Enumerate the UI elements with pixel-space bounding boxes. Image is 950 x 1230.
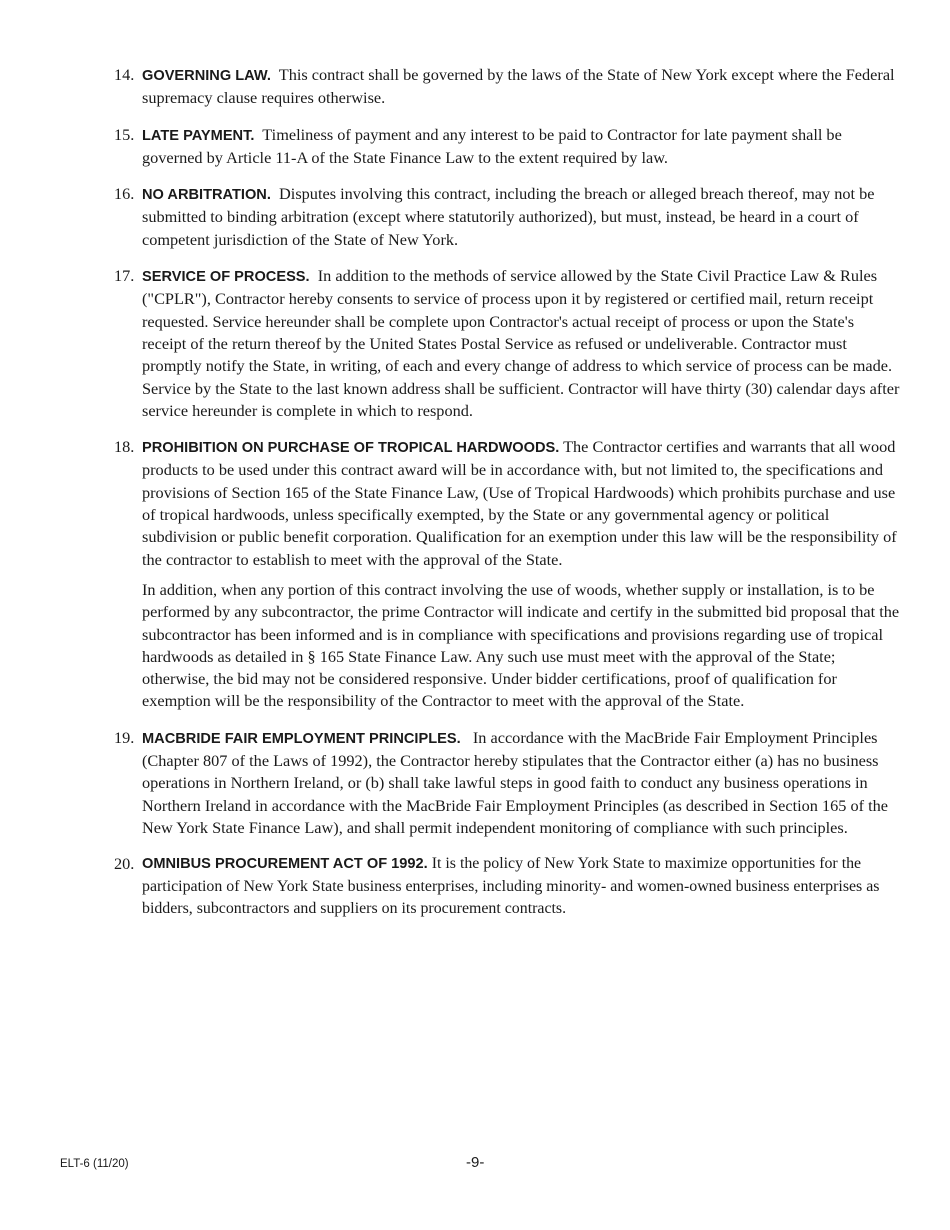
clause-heading: SERVICE OF PROCESS. bbox=[142, 269, 310, 286]
clause-text: Disputes involving this contract, including the breach or alleged breach thereof, may not be submitted to binding arbitration (except where statutorily authorized), but must, instead, be heard in a court of competent jurisdiction of the State of New York. bbox=[142, 184, 875, 249]
page-number: -9- bbox=[466, 1154, 485, 1171]
clause-tropical-hardwoods bbox=[110, 436, 900, 713]
clause-late-payment bbox=[110, 124, 900, 170]
clause-paragraph bbox=[142, 727, 900, 839]
clause-number: 18. bbox=[114, 437, 135, 457]
clause-heading: PROHIBITION ON PURCHASE OF TROPICAL HARDWOODS. bbox=[142, 440, 560, 457]
clause-heading: OMNIBUS PROCUREMENT ACT OF 1992. bbox=[142, 856, 428, 873]
clause-number: 20. bbox=[114, 854, 135, 874]
clause-text: The Contractor certifies and warrants that all wood products to be used under this contract award will be in accordance with, but not limited to, the specifications and provisions of Section 165 of the State Finance Law, (Use of Tropical Hardwoods) which prohibits purchase and use of tropical hardwoods, unless specifically exempted, by the State or any governmental agency or political subdivision or public benefit corporation. Qualification for an exemption under this law will be the responsibility of the contractor to establish to meet with the approval of the State. bbox=[142, 437, 897, 569]
clause-paragraph bbox=[142, 853, 900, 920]
clause-heading: GOVERNING LAW. bbox=[142, 68, 271, 84]
clause-number: 17. bbox=[114, 266, 135, 286]
clause-paragraph bbox=[142, 436, 900, 571]
clause-governing-law bbox=[110, 64, 900, 110]
clause-number: 14. bbox=[114, 65, 135, 84]
clause-paragraph bbox=[142, 124, 900, 170]
clause-heading: NO ARBITRATION. bbox=[142, 187, 271, 204]
clause-list bbox=[110, 64, 900, 934]
clause-paragraph bbox=[142, 64, 900, 110]
form-identifier: ELT-6 (11/20) bbox=[60, 1158, 129, 1170]
clause-heading: LATE PAYMENT. bbox=[142, 127, 255, 144]
clause-text: In accordance with the MacBride Fair Employment Principles (Chapter 807 of the Laws of 1992), the Contractor hereby stipulates that the Contractor either (a) has no business operations in Northern Ireland, or (b) shall take lawful steps in good faith to conduct any business operations in Northern Ireland in accordance with the MacBride Fair Employment Principles (as described in Section 165 of the New York State Finance Law), and shall permit independent monitoring of compliance with such principles. bbox=[142, 727, 888, 837]
clause-no-arbitration bbox=[110, 183, 900, 251]
clause-paragraph bbox=[142, 265, 900, 422]
clause-text: Timeliness of payment and any interest to be paid to Contractor for late payment shall be governed by Article 11-A of the State Finance Law to the extent required by law. bbox=[142, 124, 842, 167]
clause-number: 15. bbox=[114, 124, 135, 144]
clause-macbride-principles bbox=[110, 727, 900, 839]
clause-service-of-process bbox=[110, 265, 900, 422]
clause-text: In addition to the methods of service allowed by the State Civil Practice Law & Rules ("CPLR"), Contractor hereby consents to service of process upon it by registered or certified mail, return receipt requested. Service hereunder shall be complete upon Contractor's actual receipt of process or upon the State's receipt of the return thereof by the United States Postal Service as refused or undeliverable. Contractor must promptly notify the State, in writing, of each and every change of address to which service of process can be made. Service by the State to the last known address shall be sufficient. Contractor will have thirty (30) calendar days after service hereunder is complete in which to respond. bbox=[142, 266, 900, 420]
clause-text: This contract shall be governed by the laws of the State of New York except where the Federal supremacy clause requires otherwise. bbox=[142, 65, 895, 108]
clause-text: It is the policy of New York State to maximize opportunities for the participation of New York State business enterprises, including minority- and women-owned business enterprises as bidders, subcontractors and suppliers on its procurement contracts. bbox=[142, 855, 880, 917]
clause-omnibus-procurement bbox=[110, 853, 900, 920]
clause-number: 19. bbox=[114, 727, 135, 747]
clause-paragraph-2: In addition, when any portion of this contract involving the use of woods, whether supply or installation, is to be performed by any subcontractor, the prime Contractor will indicate and certify in the submitted bid proposal that the subcontractor has been informed and is in compliance with specifications and provisions regarding use of tropical hardwoods as detailed in § 165 State Finance Law. Any such use must meet with the approval of the State; otherwise, the bid may not be considered responsive. Under bidder certifications, proof of qualification for exemption will be the responsibility of the Contractor to meet with the approval of the State. bbox=[142, 579, 900, 711]
clause-number: 16. bbox=[114, 184, 135, 204]
clause-paragraph bbox=[142, 183, 900, 251]
clause-heading: MACBRIDE FAIR EMPLOYMENT PRINCIPLES. bbox=[142, 730, 461, 747]
